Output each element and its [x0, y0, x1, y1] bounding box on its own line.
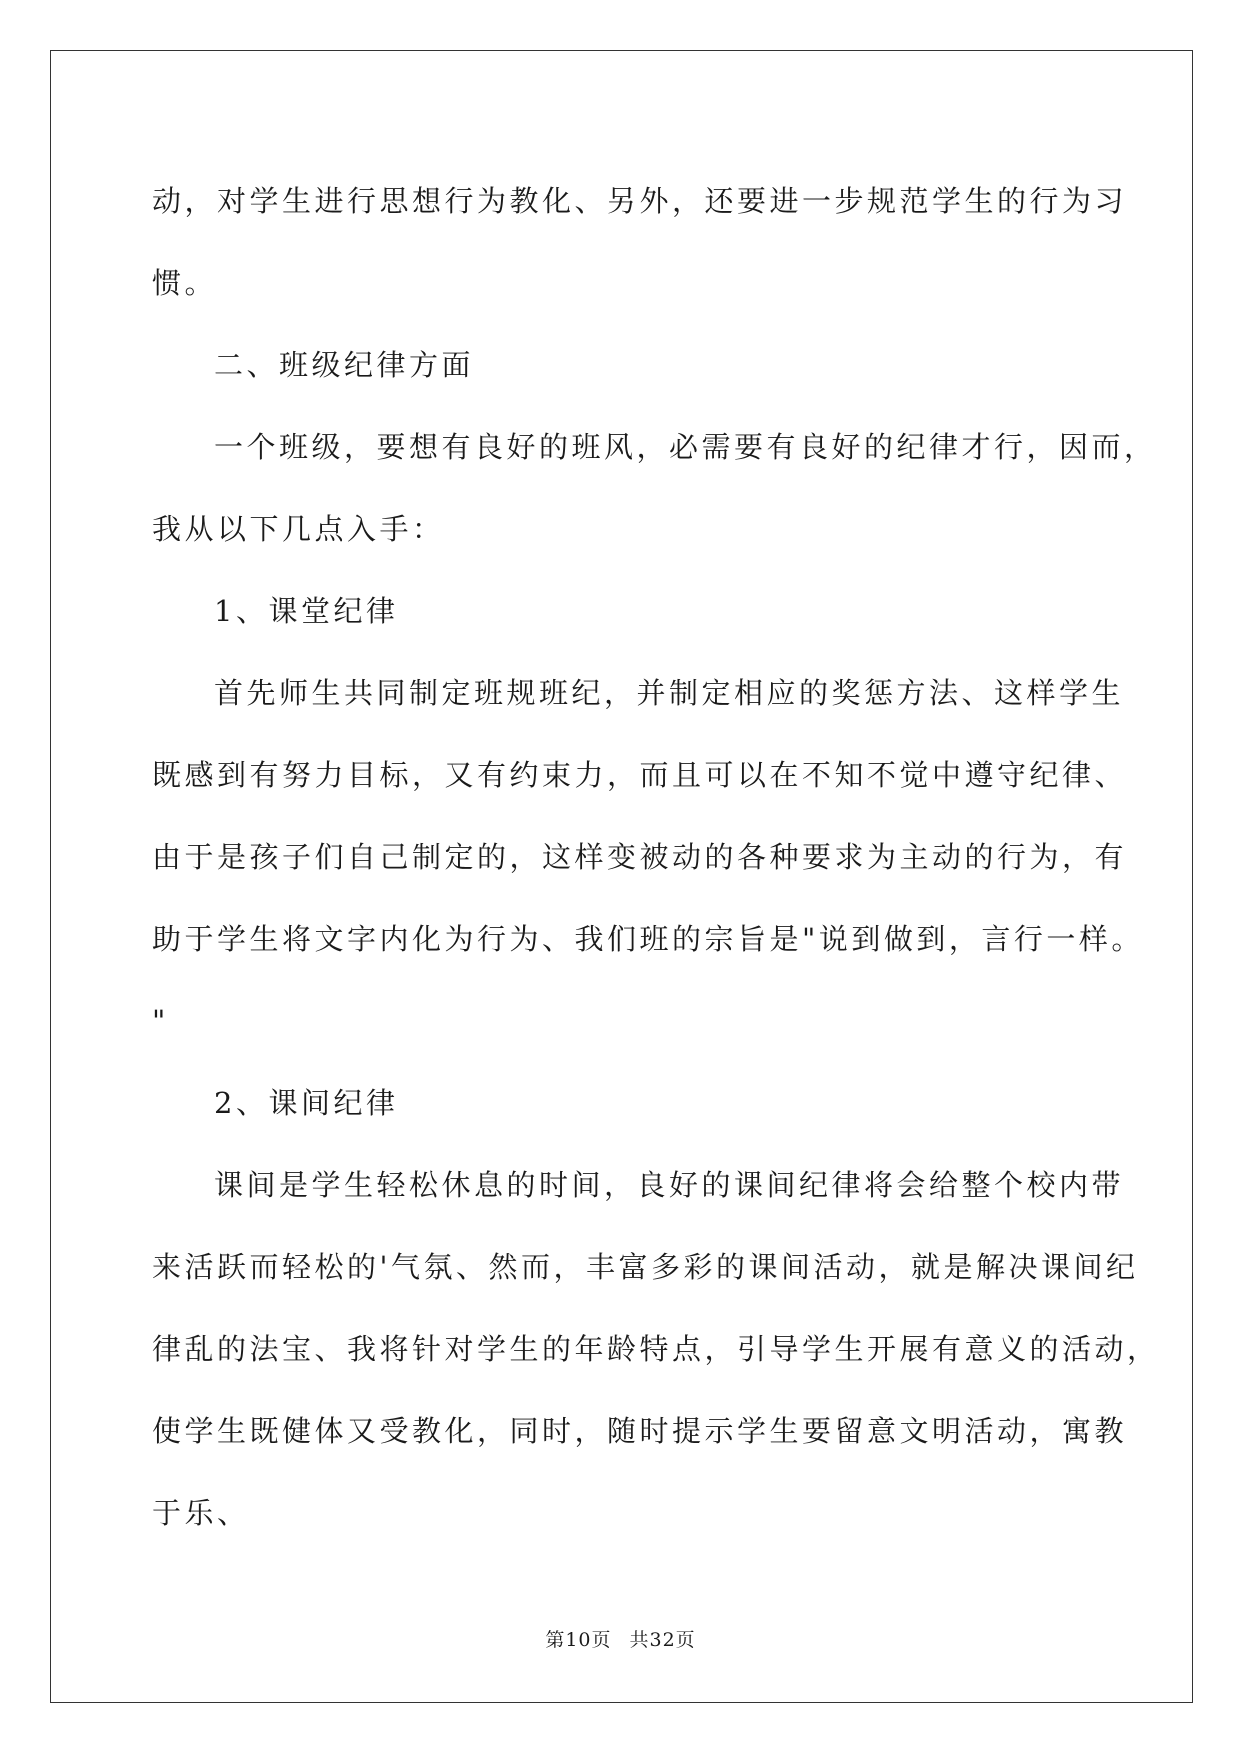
text-line: 来活跃而轻松的'气氛、然而，丰富多彩的课间活动，就是解决课间纪 — [152, 1250, 1139, 1284]
text-line: 二、班级纪律方面 — [214, 348, 475, 382]
text-line: 于乐、 — [152, 1496, 250, 1530]
text-line: 2、课间纪律 — [214, 1086, 399, 1120]
text-line: 动，对学生进行思想行为教化、另外，还要进一步规范学生的行为习 — [152, 184, 1128, 218]
text-line: 律乱的法宝、我将针对学生的年龄特点，引导学生开展有意义的活动， — [152, 1332, 1160, 1366]
text-line: 1、课堂纪律 — [214, 594, 399, 628]
text-line: 我从以下几点入手： — [152, 512, 445, 546]
text-line: 惯。 — [152, 266, 218, 300]
text-line: 首先师生共同制定班规班纪，并制定相应的奖惩方法、这样学生 — [214, 676, 1125, 710]
text-line: 课间是学生轻松休息的时间，良好的课间纪律将会给整个校内带 — [214, 1168, 1125, 1202]
text-line: 一个班级，要想有良好的班风，必需要有良好的纪律才行，因而， — [214, 430, 1157, 464]
text-line: 既感到有努力目标，又有约束力，而且可以在不知不觉中遵守纪律、 — [152, 758, 1128, 792]
text-line: 使学生既健体又受教化，同时，随时提示学生要留意文明活动，寓教 — [152, 1414, 1128, 1448]
page-footer — [0, 1628, 1241, 1652]
text-line: 助于学生将文字内化为行为、我们班的宗旨是"说到做到，言行一样。 — [152, 922, 1144, 956]
page-number: 第10页 — [545, 1629, 612, 1651]
page-total: 共32页 — [629, 1629, 696, 1651]
text-line: " — [152, 1004, 169, 1038]
document-body — [152, 160, 1160, 1554]
text-line: 由于是孩子们自己制定的，这样变被动的各种要求为主动的行为，有 — [152, 840, 1128, 874]
